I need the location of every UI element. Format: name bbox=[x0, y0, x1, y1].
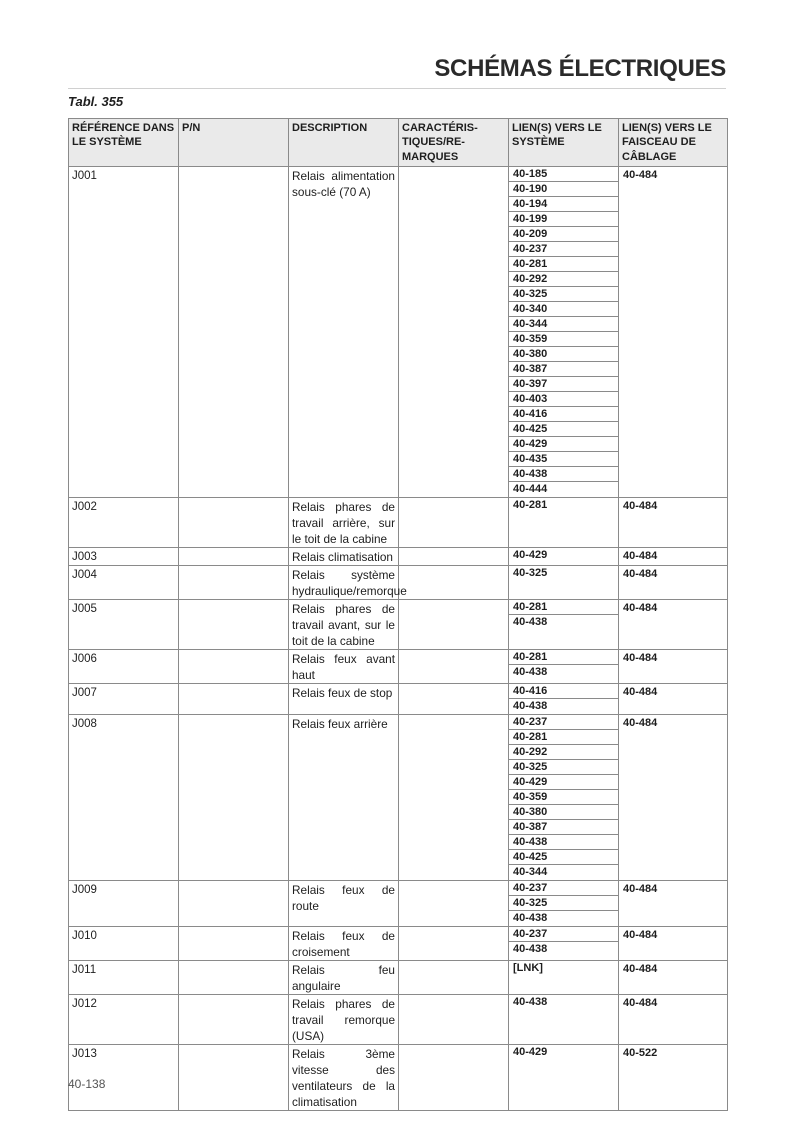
remarks-cell bbox=[399, 600, 509, 650]
harness-link[interactable]: 40-484 bbox=[623, 883, 658, 896]
harness-link[interactable]: 40-484 bbox=[623, 169, 658, 182]
description-cell: Relais phares de travail avant, sur le toit de la cabine bbox=[289, 600, 399, 650]
table-row bbox=[69, 650, 728, 684]
description-cell: Relais phares de travail remorque (USA) bbox=[289, 995, 399, 1045]
remarks-cell bbox=[399, 650, 509, 684]
column-header-part-number: P/N bbox=[179, 119, 289, 167]
harness-link-cell bbox=[619, 1045, 728, 1111]
harness-link[interactable]: 40-484 bbox=[623, 652, 658, 665]
system-link[interactable]: 40-438 bbox=[513, 616, 548, 629]
system-links-cell bbox=[509, 566, 619, 600]
table-row bbox=[69, 600, 728, 650]
system-link[interactable]: 40-416 bbox=[509, 684, 618, 699]
system-links-cell bbox=[509, 498, 619, 548]
column-header-description: DESCRIPTION bbox=[289, 119, 399, 167]
part-number-cell bbox=[179, 881, 289, 927]
description-cell: Relais phares de travail arrière, sur le toit de la cabine bbox=[289, 498, 399, 548]
part-number-cell bbox=[179, 566, 289, 600]
system-links-cell bbox=[509, 881, 619, 927]
system-link[interactable]: 40-438 bbox=[513, 912, 548, 925]
remarks-cell bbox=[399, 881, 509, 927]
remarks-cell bbox=[399, 1045, 509, 1111]
description-cell: Relais feux de route bbox=[289, 881, 399, 927]
system-links-cell bbox=[509, 684, 619, 715]
harness-link-cell bbox=[619, 566, 728, 600]
reference-cell: J010 bbox=[69, 927, 179, 961]
system-links-cell bbox=[509, 167, 619, 498]
part-number-cell bbox=[179, 548, 289, 566]
system-link[interactable]: 40-438 bbox=[513, 666, 548, 679]
system-link[interactable]: 40-344 bbox=[509, 317, 618, 332]
system-link[interactable]: 40-281 bbox=[509, 650, 618, 665]
system-link[interactable]: 40-429 bbox=[513, 549, 548, 562]
remarks-cell bbox=[399, 566, 509, 600]
reference-cell: J012 bbox=[69, 995, 179, 1045]
table-row bbox=[69, 167, 728, 498]
table-row bbox=[69, 715, 728, 881]
system-link[interactable]: 40-194 bbox=[509, 197, 618, 212]
harness-link[interactable]: 40-484 bbox=[623, 997, 658, 1010]
system-link[interactable]: 40-438 bbox=[513, 700, 548, 713]
reference-cell: J011 bbox=[69, 961, 179, 995]
system-link[interactable]: 40-403 bbox=[509, 392, 618, 407]
reference-cell: J008 bbox=[69, 715, 179, 881]
system-link[interactable]: 40-340 bbox=[509, 302, 618, 317]
part-number-cell bbox=[179, 650, 289, 684]
system-links-cell bbox=[509, 995, 619, 1045]
harness-link[interactable]: 40-484 bbox=[623, 963, 658, 976]
part-number-cell bbox=[179, 600, 289, 650]
part-number-cell bbox=[179, 995, 289, 1045]
table-row bbox=[69, 881, 728, 927]
part-number-cell bbox=[179, 167, 289, 498]
reference-cell: J004 bbox=[69, 566, 179, 600]
system-links-cell bbox=[509, 927, 619, 961]
system-link[interactable]: 40-438 bbox=[513, 943, 548, 956]
table-row bbox=[69, 1045, 728, 1111]
system-link[interactable]: 40-425 bbox=[509, 422, 618, 437]
reference-cell: J003 bbox=[69, 548, 179, 566]
system-links-cell bbox=[509, 1045, 619, 1111]
harness-link[interactable]: 40-484 bbox=[623, 500, 658, 513]
reference-cell: J002 bbox=[69, 498, 179, 548]
reference-cell: J005 bbox=[69, 600, 179, 650]
description-cell: Relais feux arrière bbox=[289, 715, 399, 881]
system-link[interactable]: 40-425 bbox=[509, 850, 618, 865]
system-link[interactable]: 40-444 bbox=[513, 483, 548, 496]
harness-link[interactable]: 40-484 bbox=[623, 602, 658, 615]
system-link[interactable]: 40-380 bbox=[509, 347, 618, 362]
description-cell: Relais système hydraulique/remorque bbox=[289, 566, 399, 600]
system-link[interactable]: 40-237 bbox=[509, 715, 618, 730]
column-header-remarks: CARACTÉRIS-TIQUES/RE-MARQUES bbox=[399, 119, 509, 167]
system-link[interactable]: 40-429 bbox=[513, 1046, 548, 1059]
system-links-cell bbox=[509, 548, 619, 566]
system-link[interactable]: 40-438 bbox=[509, 835, 618, 850]
description-cell: Relais 3ème vitesse des ventilateurs de la climatisation bbox=[289, 1045, 399, 1111]
description-cell: Relais feux de croisement bbox=[289, 927, 399, 961]
reference-cell: J006 bbox=[69, 650, 179, 684]
part-number-cell bbox=[179, 684, 289, 715]
header-divider bbox=[68, 88, 726, 89]
system-links-cell bbox=[509, 715, 619, 881]
table-row bbox=[69, 498, 728, 548]
table-row bbox=[69, 961, 728, 995]
column-header-reference: RÉFÉRENCE DANS LE SYSTÈME bbox=[69, 119, 179, 167]
harness-link-cell bbox=[619, 600, 728, 650]
part-number-cell bbox=[179, 961, 289, 995]
system-link[interactable]: 40-281 bbox=[509, 257, 618, 272]
system-link[interactable]: 40-438 bbox=[509, 467, 618, 482]
table-row bbox=[69, 566, 728, 600]
system-link[interactable]: 40-199 bbox=[509, 212, 618, 227]
description-cell: Relais climatisation bbox=[289, 548, 399, 566]
remarks-cell bbox=[399, 684, 509, 715]
table-row bbox=[69, 995, 728, 1045]
remarks-cell bbox=[399, 548, 509, 566]
table-header-row bbox=[69, 119, 728, 167]
remarks-cell bbox=[399, 927, 509, 961]
system-link[interactable]: 40-185 bbox=[509, 167, 618, 182]
table-row bbox=[69, 548, 728, 566]
remarks-cell bbox=[399, 715, 509, 881]
system-link[interactable]: 40-397 bbox=[509, 377, 618, 392]
system-link[interactable]: 40-209 bbox=[509, 227, 618, 242]
system-link[interactable]: 40-438 bbox=[513, 996, 548, 1009]
harness-link-cell bbox=[619, 927, 728, 961]
system-link[interactable]: 40-292 bbox=[509, 745, 618, 760]
column-header-harness-links: LIEN(S) VERS LE FAISCEAU DE CÂBLAGE bbox=[619, 119, 728, 167]
system-link[interactable]: [LNK] bbox=[513, 962, 543, 975]
page-section-title: SCHÉMAS ÉLECTRIQUES bbox=[434, 55, 726, 82]
system-links-cell bbox=[509, 600, 619, 650]
harness-link-cell bbox=[619, 684, 728, 715]
system-link[interactable]: 40-190 bbox=[509, 182, 618, 197]
reference-cell: J013 bbox=[69, 1045, 179, 1111]
system-link[interactable]: 40-380 bbox=[509, 805, 618, 820]
system-link[interactable]: 40-359 bbox=[509, 332, 618, 347]
system-link[interactable]: 40-325 bbox=[509, 760, 618, 775]
remarks-cell bbox=[399, 498, 509, 548]
system-link[interactable]: 40-237 bbox=[509, 881, 618, 896]
table-row bbox=[69, 927, 728, 961]
harness-link[interactable]: 40-484 bbox=[623, 568, 658, 581]
system-link[interactable]: 40-359 bbox=[509, 790, 618, 805]
system-link[interactable]: 40-344 bbox=[513, 866, 548, 879]
harness-link-cell bbox=[619, 715, 728, 881]
harness-link[interactable]: 40-484 bbox=[623, 686, 658, 699]
system-link[interactable]: 40-435 bbox=[509, 452, 618, 467]
system-links-cell bbox=[509, 650, 619, 684]
system-link[interactable]: 40-292 bbox=[509, 272, 618, 287]
table-body bbox=[69, 167, 728, 1111]
system-link[interactable]: 40-325 bbox=[509, 287, 618, 302]
system-link[interactable]: 40-325 bbox=[513, 567, 548, 580]
system-link[interactable]: 40-416 bbox=[509, 407, 618, 422]
system-link[interactable]: 40-237 bbox=[509, 927, 618, 942]
part-number-cell bbox=[179, 1045, 289, 1111]
part-number-cell bbox=[179, 715, 289, 881]
description-cell: Relais alimentation sous-clé (70 A) bbox=[289, 167, 399, 498]
table-row bbox=[69, 684, 728, 715]
remarks-cell bbox=[399, 961, 509, 995]
harness-link[interactable]: 40-484 bbox=[623, 717, 658, 730]
system-link[interactable]: 40-429 bbox=[509, 437, 618, 452]
system-link[interactable]: 40-281 bbox=[513, 499, 548, 512]
harness-link-cell bbox=[619, 498, 728, 548]
page-number: 40-138 bbox=[68, 1077, 106, 1091]
reference-cell: J001 bbox=[69, 167, 179, 498]
system-link[interactable]: 40-325 bbox=[509, 896, 618, 911]
part-number-cell bbox=[179, 498, 289, 548]
column-header-system-links: LIEN(S) VERS LE SYSTÈME bbox=[509, 119, 619, 167]
harness-link-cell bbox=[619, 961, 728, 995]
description-cell: Relais feu angulaire bbox=[289, 961, 399, 995]
harness-link[interactable]: 40-484 bbox=[623, 550, 658, 563]
remarks-cell bbox=[399, 995, 509, 1045]
description-cell: Relais feux avant haut bbox=[289, 650, 399, 684]
harness-link[interactable]: 40-484 bbox=[623, 929, 658, 942]
system-links-cell bbox=[509, 961, 619, 995]
reference-cell: J009 bbox=[69, 881, 179, 927]
table-caption: Tabl. 355 bbox=[68, 94, 124, 109]
harness-link-cell bbox=[619, 881, 728, 927]
harness-link-cell bbox=[619, 167, 728, 498]
harness-link-cell bbox=[619, 995, 728, 1045]
system-link[interactable]: 40-387 bbox=[509, 362, 618, 377]
harness-link-cell bbox=[619, 650, 728, 684]
harness-link-cell bbox=[619, 548, 728, 566]
system-link[interactable]: 40-237 bbox=[509, 242, 618, 257]
system-link[interactable]: 40-387 bbox=[509, 820, 618, 835]
harness-link[interactable]: 40-522 bbox=[623, 1047, 658, 1060]
system-link[interactable]: 40-281 bbox=[509, 600, 618, 615]
reference-cell: J007 bbox=[69, 684, 179, 715]
system-link[interactable]: 40-429 bbox=[509, 775, 618, 790]
remarks-cell bbox=[399, 167, 509, 498]
description-cell: Relais feux de stop bbox=[289, 684, 399, 715]
part-number-cell bbox=[179, 927, 289, 961]
system-link[interactable]: 40-281 bbox=[509, 730, 618, 745]
relay-reference-table bbox=[68, 118, 728, 1111]
